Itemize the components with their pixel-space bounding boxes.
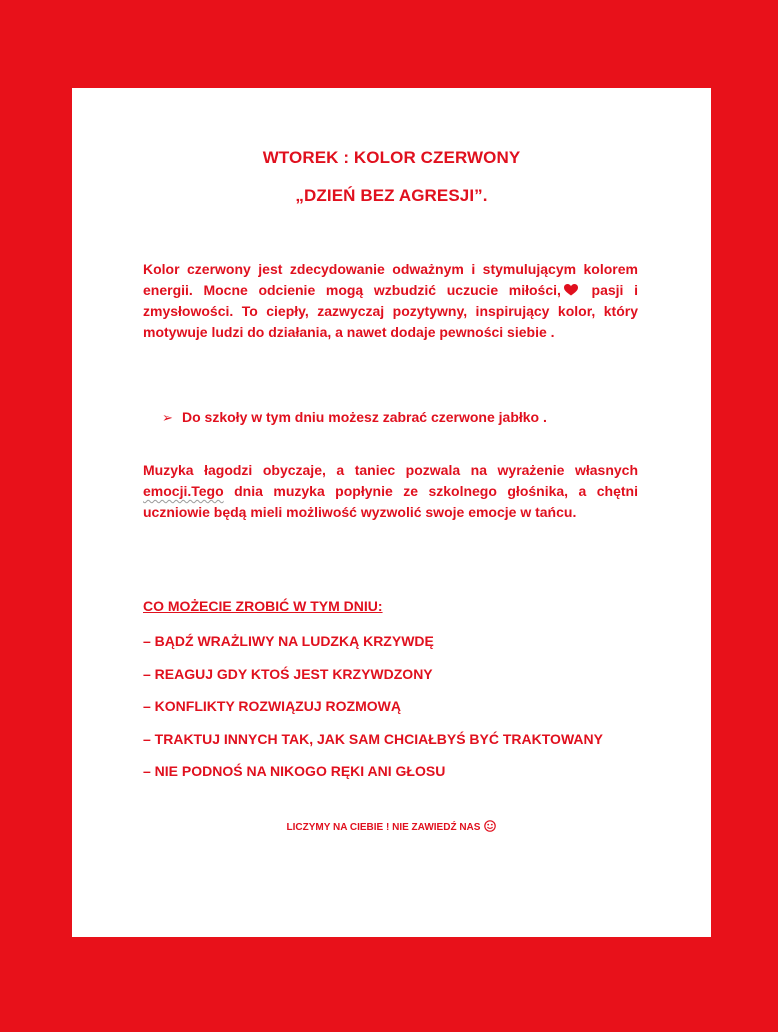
- action-list: [143, 631, 603, 794]
- footer-note: [72, 820, 711, 833]
- list-item: – TRAKTUJ INNYCH TAK, JAK SAM CHCIAŁBYŚ BYĆ TRAKTOWANY: [143, 730, 603, 747]
- arrowhead-bullet-icon: ➢: [162, 410, 173, 425]
- list-item: – NIE PODNOŚ NA NIKOGO RĘKI ANI GŁOSU: [143, 763, 446, 779]
- bullet-apple-text: Do szkoły w tym dniu możesz zabrać czerwone jabłko .: [182, 409, 547, 425]
- section-heading: CO MOŻECIE ZROBIĆ W TYM DNIU:: [143, 598, 383, 614]
- bullet-apple: [162, 407, 547, 428]
- title-line-1: WTOREK : KOLOR CZERWONY: [262, 148, 521, 167]
- paragraph-music: [143, 460, 638, 523]
- smiley-icon: [484, 820, 496, 832]
- paragraph-intro-part1: Kolor czerwony jest zdecydowanie odważnym i stymulującym kolorem energii. Mocne odcienie mogą wzbudzić uczucie miłości,: [143, 261, 638, 298]
- list-item: – REAGUJ GDY KTOŚ JEST KRZYWDZONY: [143, 665, 433, 682]
- paragraph-intro: [143, 259, 638, 343]
- title-line-2: „DZIEŃ BEZ AGRESJI”.: [295, 186, 488, 205]
- document-page: [72, 88, 711, 937]
- paragraph-music-part2: dnia muzyka popłynie ze szkolnego głośnika, a chętni uczniowie będą mieli możliwość wyzwolić swoje emocje w tańcu.: [143, 483, 638, 520]
- list-item: – BĄDŹ WRAŻLIWY NA LUDZKĄ KRZYWDĘ: [143, 633, 434, 649]
- paragraph-intro-part2: pasji i zmysłowości. To ciepły, zazwyczaj pozytywny, inspirujący kolor, który motywuje ludzi do działania, a nawet dodaje pewności siebie .: [143, 282, 638, 340]
- list-item: – KONFLIKTY ROZWIĄZUJ ROZMOWĄ: [143, 698, 401, 714]
- spellcheck-word: emocji.Tego: [143, 483, 224, 499]
- heart-icon: [564, 284, 578, 296]
- paragraph-music-part1: Muzyka łagodzi obyczaje, a taniec pozwala na wyrażenie własnych: [143, 462, 638, 478]
- footer-text: LICZYMY NA CIEBIE ! NIE ZAWIEDŹ NAS: [286, 822, 481, 833]
